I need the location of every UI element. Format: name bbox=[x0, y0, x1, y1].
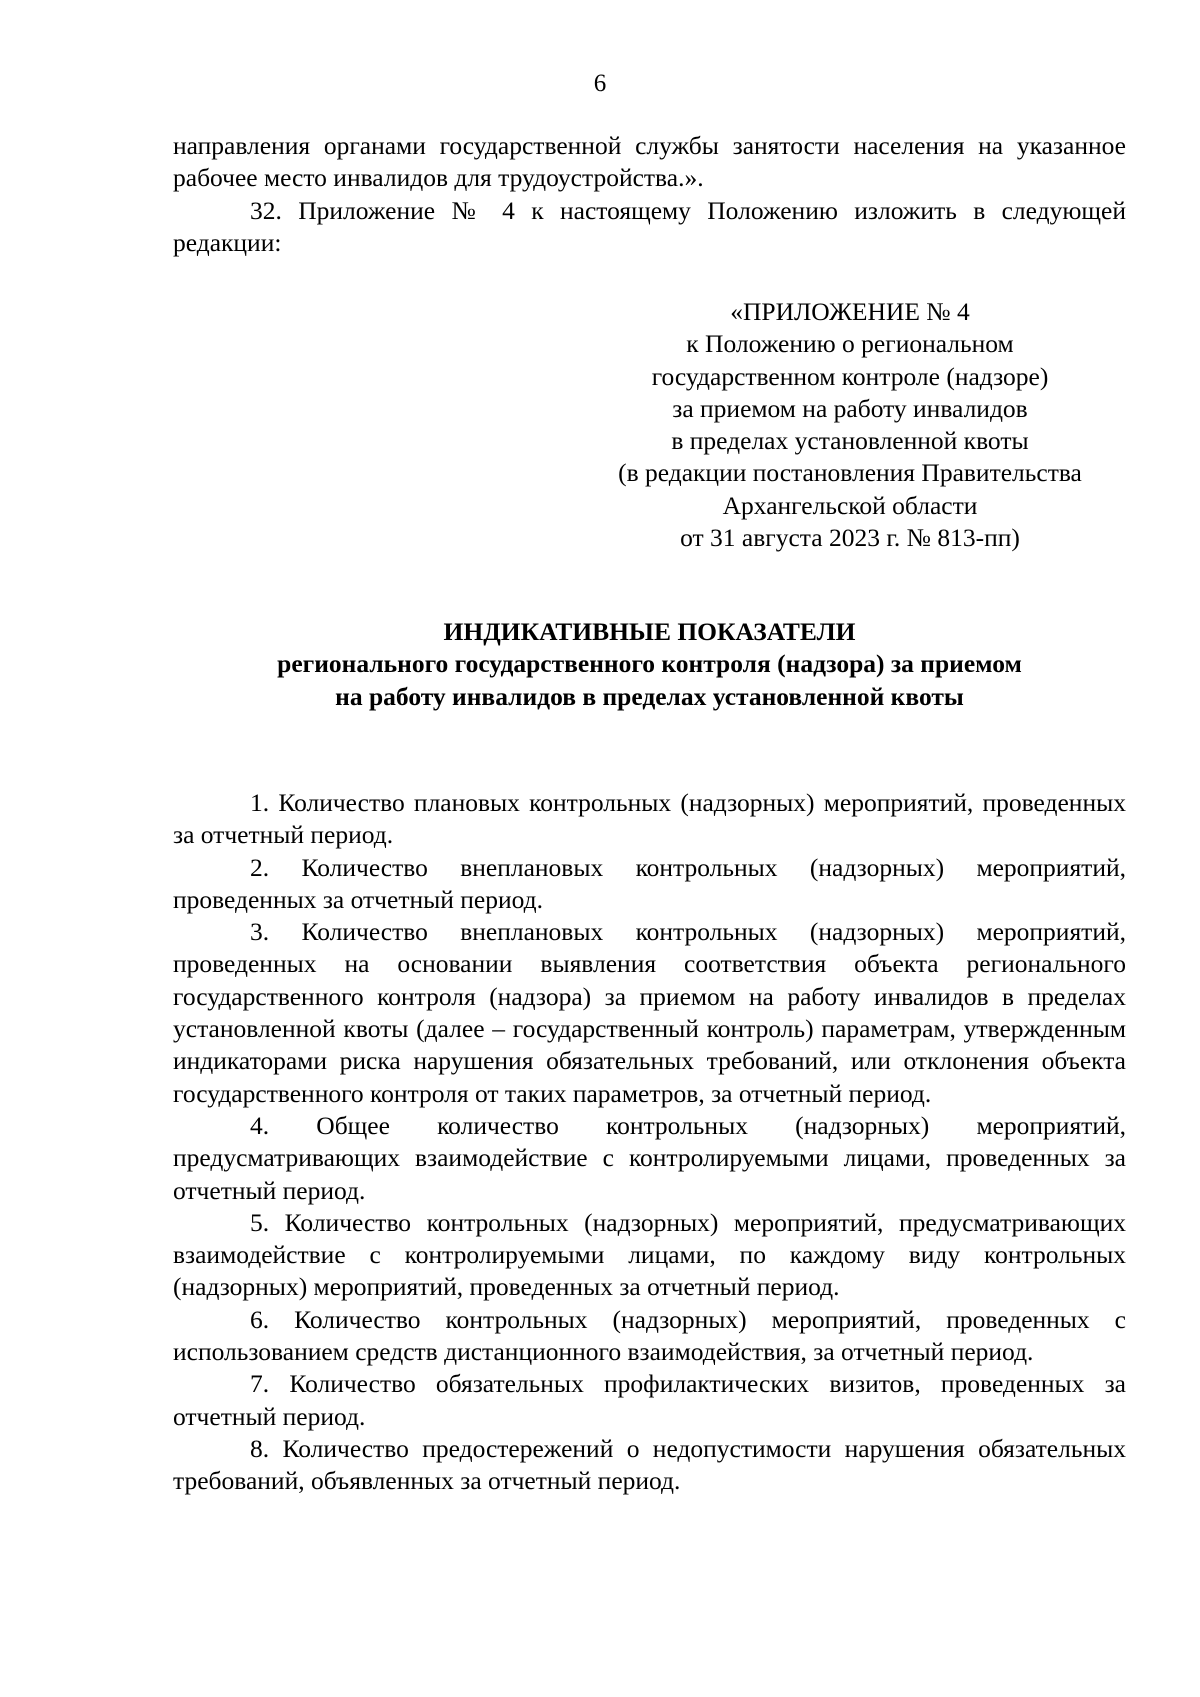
indicator-item: 5. Количество контрольных (надзорных) мероприятий, предусматривающих взаимодействие с контролируемыми лицами, по каждому виду контрольных (надзорных) мероприятий, проведенных за отчетный период. bbox=[173, 1207, 1126, 1302]
indicator-item: 1. Количество плановых контрольных (надзорных) мероприятий, проведенных за отчетный период. bbox=[173, 788, 1126, 850]
indicator-item: 4. Общее количество контрольных (надзорных) мероприятий, предусматривающих взаимодействие с контролируемыми лицами, проведенных за отчетный период. bbox=[173, 1110, 1126, 1205]
appendix-line: за приемом на работу инвалидов bbox=[672, 393, 1028, 423]
appendix-line: (в редакции постановления Правительства bbox=[618, 458, 1082, 488]
title-line-3: на работу инвалидов в пределах установленной квоты bbox=[335, 681, 964, 711]
appendix-line: в пределах установленной квоты bbox=[671, 426, 1029, 456]
appendix-line: от 31 августа 2023 г. № 813-пп) bbox=[680, 523, 1020, 553]
appendix-line: государственном контроле (надзоре) bbox=[651, 361, 1049, 391]
appendix-line: «ПРИЛОЖЕНИЕ № 4 bbox=[730, 297, 970, 326]
appendix-line: Архангельской области bbox=[722, 490, 978, 520]
indicator-item: 2. Количество внеплановых контрольных (надзорных) мероприятий, проведенных за отчетный период. bbox=[173, 852, 1126, 914]
indicator-item: 3. Количество внеплановых контрольных (надзорных) мероприятий, проведенных на основании выявления соответствия объекта регионального государственного контроля (надзора) за приемом на работу инвалидов в пределах установленной квоты (далее – государственный контроль) параметрам, утвержденным индикаторами риска нарушения обязательных требований, или отклонения объекта государственного контроля от таких параметров, за отчетный период. bbox=[173, 917, 1126, 1108]
continuation-paragraph: направления органами государственной службы занятости населения на указанное рабочее место инвалидов для трудоустройства.». bbox=[173, 131, 1126, 193]
indicator-item: 6. Количество контрольных (надзорных) мероприятий, проведенных с использованием средств дистанционного взаимодействия, за отчетный период. bbox=[173, 1304, 1126, 1367]
appendix-header bbox=[570, 296, 1130, 554]
title-line-1: ИНДИКАТИВНЫЕ ПОКАЗАТЕЛИ bbox=[443, 617, 856, 646]
document-title bbox=[173, 616, 1126, 713]
page-number: 6 bbox=[593, 70, 607, 97]
title-line-2: регионального государственного контроля (надзора) за приемом bbox=[277, 649, 1022, 679]
indicators-list bbox=[173, 787, 1126, 1498]
indicator-item: 8. Количество предостережений о недопустимости нарушения обязательных требований, объявленных за отчетный период. bbox=[173, 1433, 1126, 1496]
intro-text bbox=[173, 130, 1126, 259]
item-32-paragraph: 32. Приложение № 4 к настоящему Положению изложить в следующей редакции: bbox=[173, 195, 1126, 257]
indicator-item: 7. Количество обязательных профилактических визитов, проведенных за отчетный период. bbox=[173, 1369, 1126, 1431]
appendix-line: к Положению о региональном bbox=[686, 329, 1014, 359]
